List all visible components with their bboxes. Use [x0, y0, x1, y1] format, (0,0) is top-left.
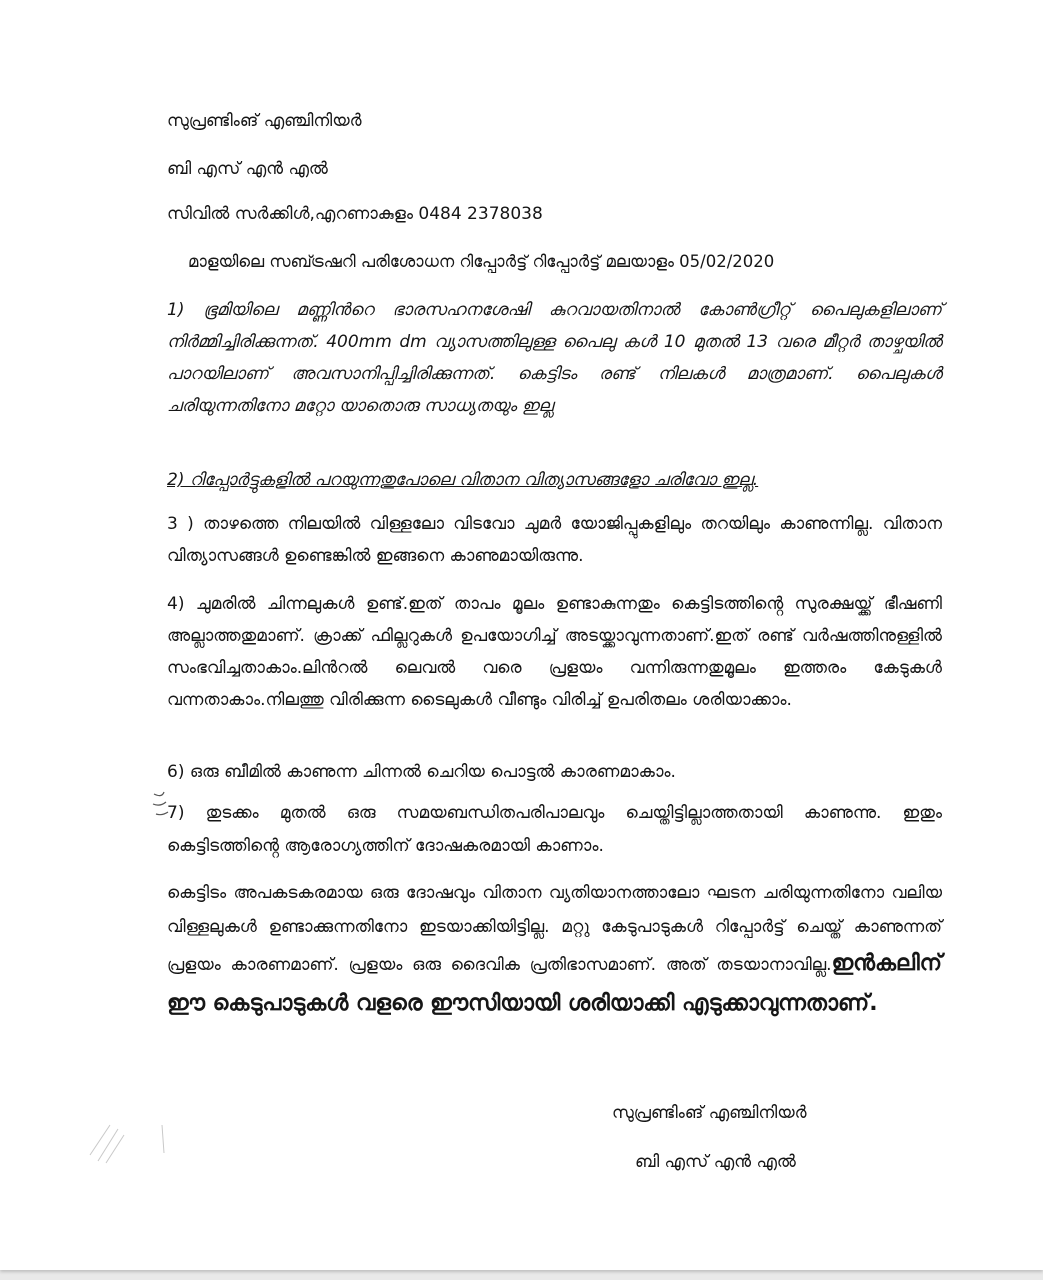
conclusion-paragraph	[167, 876, 942, 1024]
point-1: 1) ഭൂമിയിലെ മണ്ണിൻറെ ഭാരസഹനശേഷി കുറവായതിനാൽ കോൺഗ്രീറ്റ് പൈലുകളിലാണ് നിർമ്മിച്ചിരിക്കുന്നത്. 400mm dm വ്യാസത്തിലുള്ള പൈലു കൾ 10 മുതൽ 13 വരെ മീറ്റർ താഴ്ചയിൽ പാറയിലാണ് അവസാനിപ്പിച്ചിരിക്കുന്നത്. കെട്ടിടം രണ്ട് നിലകൾ മാത്രമാണ്. പൈലുകൾ ചരിയുന്നതിനോ മറ്റോ യാതൊരു സാധ്യതയും ഇല്ല	[167, 300, 942, 416]
signatory-organization: ബി എസ് എൻ എൽ	[635, 1152, 796, 1172]
addressee-organization: ബി എസ് എൻ എൽ	[167, 159, 328, 179]
report-subject: മാളയിലെ സബ്ട്രഷറി പരിശോധന റിപ്പോർട്ട് റിപ്പോർട്ട് മലയാളം 05/02/2020	[188, 252, 775, 271]
signatory-designation: സുപ്രണ്ടിംങ് എഞ്ചിനിയർ	[612, 1103, 807, 1123]
point-3: 3 ) താഴത്തെ നിലയിൽ വിള്ളലോ വിടവോ ചുമർ യോജിപ്പുകളിലും തറയിലും കാണുന്നില്ല. വിതാന വിത്യാസങ്ങൾ ഉണ്ടെങ്കിൽ ഇങ്ങനെ കാണുമായിരുന്നു.	[167, 514, 942, 566]
handwritten-tick-mark	[150, 788, 172, 818]
point-4: 4) ചുമരിൽ ചിന്നലുകൾ ഉണ്ട്.ഇത് താപം മൂലം ഉണ്ടാകുന്നതും കെട്ടിടത്തിൻ്റെ സുരക്ഷയ്ക്ക് ഭീഷണി അല്ലാത്തതുമാണ്. ക്രാക്ക് ഫില്ലറുകൾ ഉപയോഗിച്ച് അടയ്ക്കാവുന്നതാണ്.ഇത് രണ്ട് വർഷത്തിനുള്ളിൽ സംഭവിച്ചതാകാം.ലിൻറൽ ലെവൽ വരെ പ്രളയം വന്നിരുന്നതുമൂലം ഇത്തരം കേടുകൾ വന്നതാകാം.നിലത്തു വിരിക്കുന്ന ടൈലുകൾ വീണ്ടും വിരിച്ച് ഉപരിതലം ശരിയാക്കാം.	[167, 594, 942, 710]
point-7: 7) തുടക്കം മുതൽ ഒരു സമയബന്ധിതപരിപാലവും ചെയ്തിട്ടില്ലാത്തതായി കാണുന്നു. ഇതും കെട്ടിടത്തിൻ്റെ ആരോഗ്യത്തിന് ദോഷകരമായി കാണാം.	[167, 803, 942, 856]
point-6: 6) ഒരു ബീമിൽ കാണുന്ന ചിന്നൽ ചെറിയ പൊട്ടൽ കാരണമാകാം.	[167, 762, 676, 782]
addressee-address: സിവിൽ സർക്കിൾ,എറണാകുളം 0484 2378038	[167, 204, 543, 224]
point-2: 2) റിപ്പോർട്ടുകളിൽ പറയുന്നതുപോലെ വിതാന വിത്യാസങ്ങളോ ചരിവോ ഇല്ല.	[167, 470, 759, 490]
addressee-designation: സുപ്രണ്ടിംങ് എഞ്ചിനിയർ	[167, 111, 362, 131]
conclusion-emphasis: ഇൻകലിന് ഈ കെടുപാടുകൾ വളരെ ഈസിയായി ശരിയാക്കി എടുക്കാവുന്നതാണ്.	[167, 951, 942, 1016]
conclusion-text: കെട്ടിടം അപകടകരമായ ഒരു ദോഷവും വിതാന വ്യതിയാനത്താലോ ഘടന ചരിയുന്നതിനോ വലിയ വിള്ളലുകൾ ഉണ്ടാക്കുന്നതിനോ ഇടയാക്കിയിട്ടില്ല. മറ്റു കേടുപാടുകൾ റിപ്പോർട്ട് ചെയ്ത് കാണുന്നത് പ്രളയം കാരണമാണ്. പ്രളയം ഒരു ദൈവിക പ്രതിഭാസമാണ്. അത് തടയാനാവില്ല.	[167, 883, 942, 975]
faint-pen-mark	[70, 1105, 190, 1175]
